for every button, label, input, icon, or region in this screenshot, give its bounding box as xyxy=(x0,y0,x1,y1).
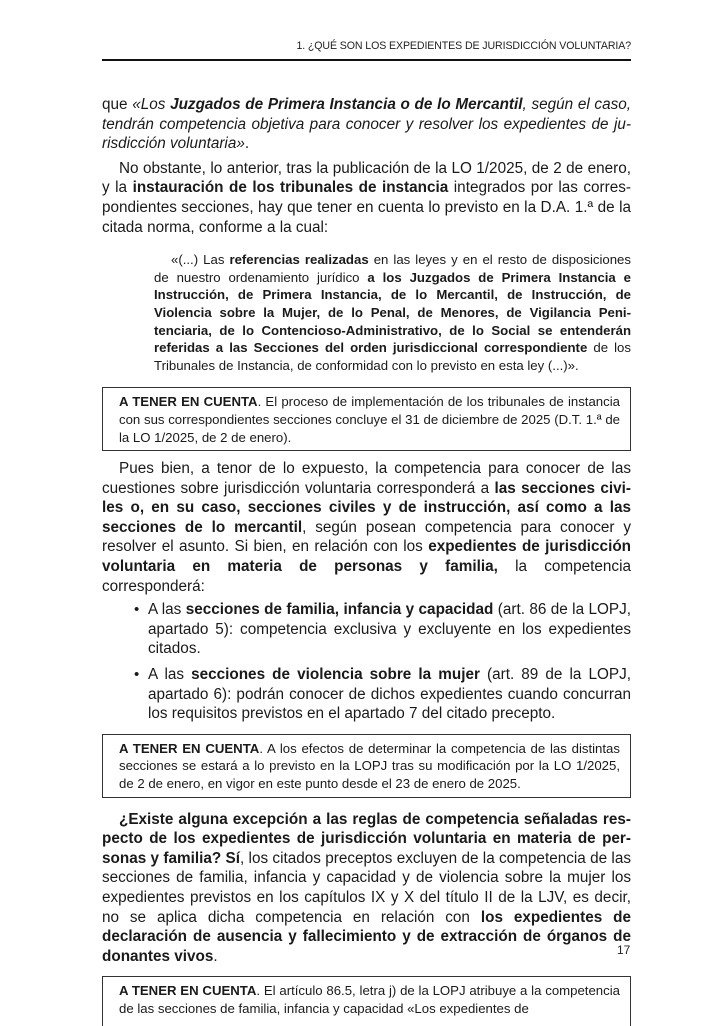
emphasis-text: secciones de violencia sobre la mujer xyxy=(191,666,480,684)
text: de los Tribunales de Instancia, de conformidad con lo previsto en esta ley (...)». xyxy=(154,340,631,373)
note-text: . El artículo 86.5, letra j) de la LOPJ atribuye a la competencia de las secciones de familia, infancia y capacidad «Los expedientes de xyxy=(119,983,620,1016)
text: No obstante, lo anterior, tras la publicación de la LO 1/2025, de 2 de enero, y la xyxy=(102,159,631,197)
list-item xyxy=(102,600,631,659)
emphasis-text: a los Juzgados de Primera Instancia e Instrucción, de Primera Instancia, de lo Mercantil, de Instrucción, de Violencia sobre la Mujer, de lo Penal, de Menores, de Vigilancia Penitenciaria, de lo Contencioso-Administrativo, de lo Social se entenderán referidas a las Secciones del orden jurisdiccional correspondiente xyxy=(154,269,632,356)
text: en las leyes y en el resto de disposiciones de nuestro ordenamiento jurídico xyxy=(154,252,631,285)
note-box-lopj xyxy=(102,734,631,798)
bullet-list xyxy=(102,600,631,724)
emphasis-text: ¿Existe alguna excepción a las reglas de competencia señaladas respecto de los expedientes de jurisdicción voluntaria en materia de personas y familia? Sí xyxy=(102,810,631,867)
block-quote xyxy=(154,251,631,374)
bullet-icon: • xyxy=(134,666,140,684)
note-box-implementation xyxy=(102,387,631,451)
note-label: A TENER EN CUENTA xyxy=(119,740,260,756)
note-label: A TENER EN CUENTA xyxy=(119,983,257,999)
paragraph-competencia xyxy=(102,459,631,596)
text: integrados por las correspondientes secciones, hay que tener en cuenta lo previsto en la D.A. 1.ª de la citada norma, conforme a la cual: xyxy=(102,179,632,236)
text: . xyxy=(213,947,218,965)
emphasis-text: instauración de los tribunales de instancia xyxy=(132,179,449,197)
paragraph-excepcion xyxy=(102,810,631,967)
bullet-icon: • xyxy=(134,601,140,619)
emphasis-text: referencias realizadas xyxy=(229,252,369,268)
text: , los citados preceptos excluyen de la competencia de las secciones de familia, infancia y capacidad y de violencia sobre la mujer los expedientes previstos en los capítulos IX y X del título II de la LJV, es decir, no se aplica dicha competencia en relación con xyxy=(102,849,631,926)
text: que xyxy=(102,96,133,113)
text: la competencia corresponderá: xyxy=(102,558,631,595)
emphasis-text: las secciones civiles o, en su caso, secciones civiles y de instrucción, así como a las secciones de lo mercantil xyxy=(102,479,632,536)
text: (art. 86 de la LOPJ, apartado 5): competencia exclusiva y excluyente en los expedientes citados. xyxy=(148,601,631,658)
paragraph-continuation xyxy=(102,95,631,154)
emphasis-text: Juzgados de Primera Instancia o de lo Mercantil xyxy=(170,96,523,113)
text: A las xyxy=(148,666,192,684)
note-text: . El proceso de implementación de los tribunales de instancia con sus correspondientes secciones concluye el 31 de diciembre de 2025 (D.T. 1.ª de la LO 1/2025, de 2 de enero). xyxy=(119,394,620,445)
emphasis-text: secciones de familia, infancia y capacidad xyxy=(185,601,494,619)
paragraph-lo-2025 xyxy=(102,159,631,237)
text: (art. 89 de la LOPJ, apartado 6): podrán conocer de dichos expedientes cuando concurran los requisitos previstos en el apartado 7 del citado precepto. xyxy=(148,666,631,723)
header-rule xyxy=(102,59,631,61)
list-item xyxy=(102,665,631,724)
running-head-title: 1. ¿QUÉ SON LOS EXPEDIENTES DE JURISDICCIÓN VOLUNTARIA? xyxy=(296,40,631,52)
emphasis-text: los expedientes de declaración de ausencia y fallecimiento y de extracción de órganos de donantes vivos xyxy=(102,908,632,965)
text: . xyxy=(244,135,250,153)
text: , según el caso, tendrán competencia objetiva para conocer y resolver los expedientes de jurisdicción voluntaria» xyxy=(102,96,631,153)
note-text: . A los efectos de determinar la competencia de las distintas secciones se estará a lo previsto en la LOPJ tras su modificación por la LO 1/2025, de 2 de enero, en vigor en este punto desde el 23 de enero de 2025. xyxy=(119,740,620,791)
text: , según posean competencia para conocer y resolver el asunto. Si bien, en relación con los xyxy=(102,518,631,556)
page-body xyxy=(102,95,631,1026)
text: A las xyxy=(148,601,186,619)
note-label: A TENER EN CUENTA xyxy=(119,394,258,410)
emphasis-text: expedientes de jurisdicción voluntaria en materia de personas y familia, xyxy=(102,538,632,576)
note-box-articulo-86 xyxy=(102,976,631,1025)
text: «Los xyxy=(132,96,171,113)
text: «(...) Las xyxy=(171,252,230,268)
page-number: 17 xyxy=(617,943,631,957)
text: Pues bien, a tenor de lo expuesto, la competencia para conocer de las cuestiones sobre jurisdicción voluntaria corresponderá a xyxy=(102,460,631,497)
